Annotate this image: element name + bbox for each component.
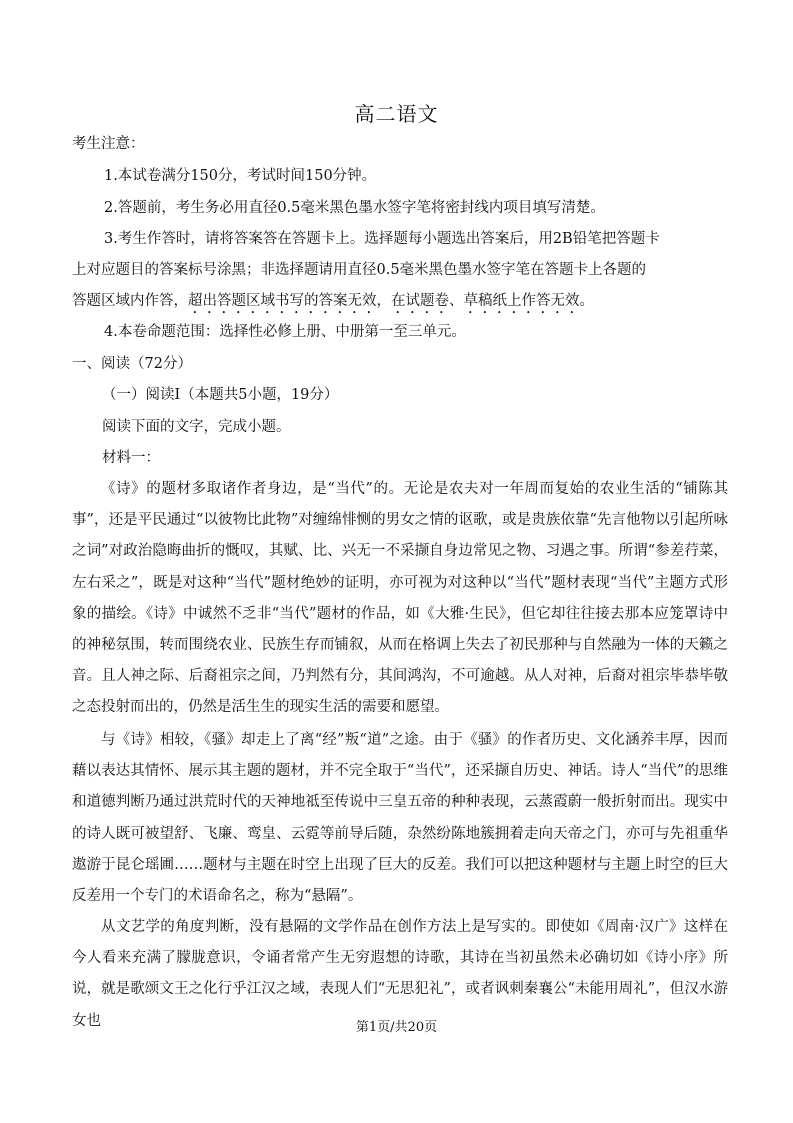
page-footer: 第1页/共20页 — [355, 1020, 438, 1035]
instruction-text: 阅读下面的文字，完成小题。 — [102, 419, 291, 435]
page-title: 高二语文 — [354, 102, 439, 126]
notice-item-1: 1.本试卷满分150分，考试时间150分钟。 — [104, 168, 377, 184]
notice-item-3-line-1: 3.考生作答时，请将答案答在答题卡上。选择题每小题选出答案后，用2B铅笔把答题卡 — [104, 231, 660, 247]
paragraph-2: 与《诗》相较，《骚》却走上了离“经”叛“道”之途。由于《骚》的作者历史、文化涵养丰厚，因而藉以表达其情怀、展示其主题的题材，并不完全取于“当代”，还采撷自历史、神话。诗人“当代”的思维和道德判断乃通过洪荒时代的天神地祗至传说中三皇五帝的种种表现，云蒸霞蔚一般折射而出。现实中的诗人既可被望舒、飞廉、鸾皇、云霓等前导后随，杂然纷陈地簇拥着走向天帝之门，亦可与先祖重华遨游于昆仑瑶圃……题材与主题在时空上出现了巨大的反差。我们可以把这种题材与主题上时空的巨大反差用一个专门的术语命名之，称为“悬隔”。 — [72, 732, 728, 905]
notice-item-3-line-2: 上对应题目的答案标号涂黑；非选择题请用直径0.5毫米黑色墨水签字笔在答题卡上各题的 — [72, 262, 647, 278]
section-subheading: （一）阅读Ⅰ（本题共5小题，19分） — [102, 387, 339, 403]
notice-item-3-emphasis: 超出答题区域书写的答案无效，在试题卷、草稿纸上作答无效。 — [188, 293, 594, 309]
material-label: 材料一： — [102, 450, 160, 466]
notice-item-4: 4.本卷命题范围：选择性必修上册、中册第一至三单元。 — [104, 324, 466, 340]
notice-item-2: 2.答题前，考生务必用直径0.5毫米黑色墨水签字笔将密封线内项目填写清楚。 — [104, 200, 605, 216]
notice-item-3-line-3 — [72, 291, 732, 317]
section-heading: 一、阅读（72分） — [72, 356, 192, 372]
paragraph-1: 《诗》的题材多取诸作者身边，是“当代”的。无论是农夫对一年周而复始的农业生活的“铺陈其事”，还是平民通过“以彼物比此物”对缠绵悱恻的男女之情的讴歌，或是贵族依靠“先言他物以引起所咏之词”对政治隐晦曲折的慨叹，其赋、比、兴无一不采撷自身边常见之物、习遇之事。所谓“参差荇菜，左右采之”，既是对这种“当代”题材绝妙的证明，亦可视为对这种以“当代”题材表现“当代”主题方式形象的描绘。《诗》中诚然不乏非“当代”题材的作品，如《大雅·生民》，但它却往往接去那本应笼罩诗中的神秘氛围，转而围绕农业、民族生存而铺叙，从而在格调上失去了初民那种与自然融为一体的天籁之音。且人神之际、后裔祖宗之间，乃判然有分，其间鸿沟，不可逾越。从人对神，后裔对祖宗毕恭毕敬之态投射而出的，仍然是活生生的现实生活的需要和愿望。 — [72, 481, 728, 716]
notice-item-3-plain: 答题区域内作答， — [72, 293, 188, 309]
paragraph-3: 从文艺学的角度判断，没有悬隔的文学作品在创作方法上是写实的。即使如《周南·汉广》这样在今人看来充满了朦胧意识，令诵者常产生无穷遐想的诗歌，其诗在当初虽然未必确切如《诗小序》所说，就是歌颂文王之化行乎江汉之域，表现人们“无思犯礼”，或者讽刺秦襄公“未能用周礼”，但汉水游女也 — [72, 919, 728, 1029]
notice-heading: 考生注意： — [72, 136, 145, 152]
